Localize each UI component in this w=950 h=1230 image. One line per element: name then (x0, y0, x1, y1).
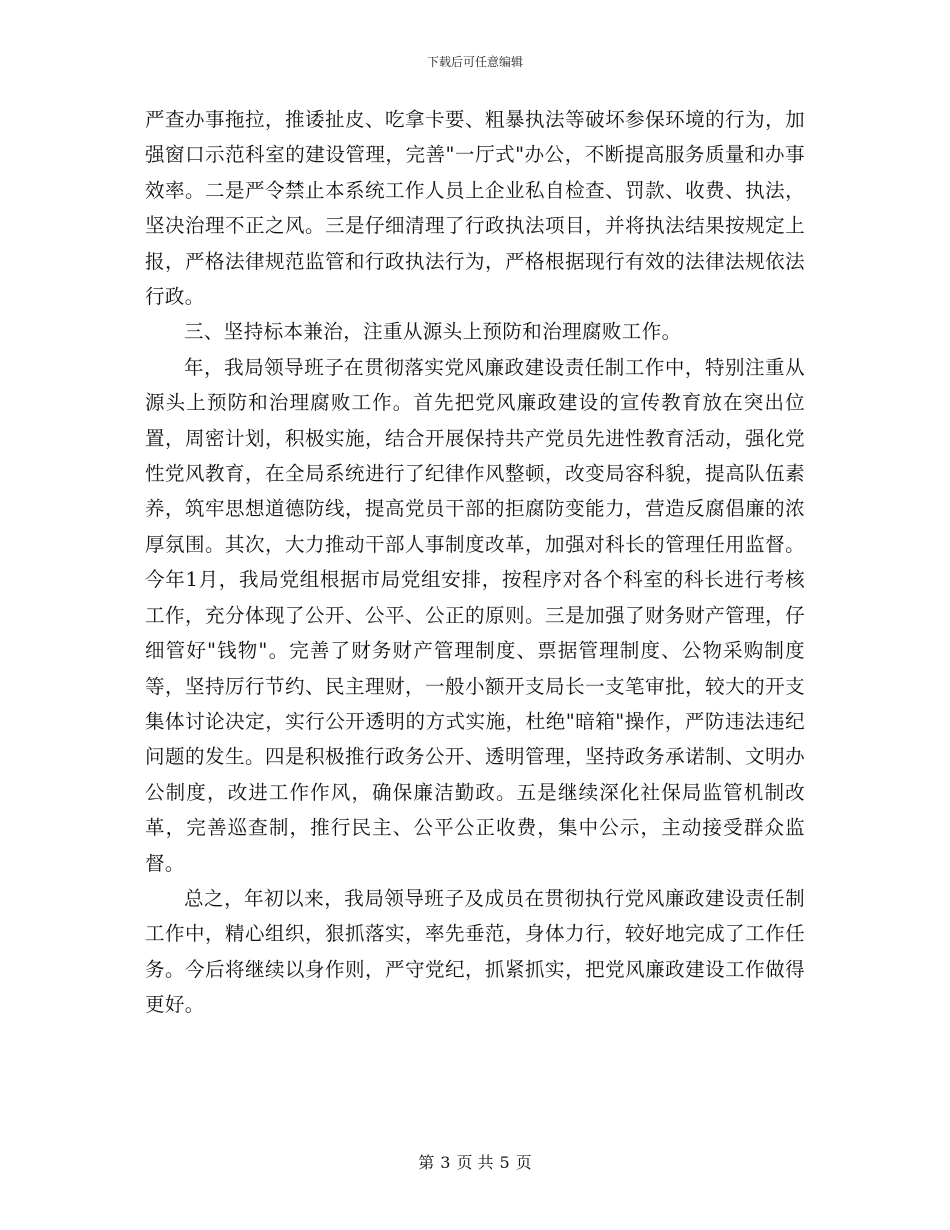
footer-prefix: 第 (418, 1153, 435, 1172)
paragraph-4-summary: 总之，年初以来，我局领导班子及成员在贯彻执行党风廉政建设责任制工作中，精心组织，狠抓落实，率先垂范，身体力行，较好地完成了工作任务。今后将继续以身作则，严守党纪，抓紧抓实，把党风廉政建设工作做得更好。 (145, 886, 805, 1017)
paragraph-3: 年，我局领导班子在贯彻落实党风廉政建设责任制工作中，特别注重从源头上预防和治理腐败工作。首先把党风廉政建设的宣传教育放在突出位置，周密计划，积极实施，结合开展保持共产党员先进性教育活动，强化党性党风教育，在全局系统进行了纪律作风整顿，改变局容科貌，提高队伍素养，筑牢思想道德防线，提高党员干部的拒腐防变能力，营造反腐倡廉的浓厚氛围。其次，大力推动干部人事制度改革，加强对科长的管理任用监督。今年1月，我局党组根据市局党组安排，按程序对各个科室的科长进行考核工作，充分体现了公开、公平、公正的原则。三是加强了财务财产管理，仔细管好"钱物"。完善了财务财产管理制度、票据管理制度、公物采购制度等，坚持厉行节约、民主理财，一般小额开支局长一支笔审批，较大的开支集体讨论决定，实行公开透明的方式实施，杜绝"暗箱"操作，严防违法违纪问题的发生。四是积极推行政务公开、透明管理，坚持政务承诺制、文明办公制度，改进工作作风，确保廉洁勤政。五是继续深化社保局监管机制改革，完善巡查制，推行民主、公平公正收费，集中公示，主动接受群众监督。 (145, 355, 805, 875)
page-header: 下载后可任意编辑 (426, 55, 523, 69)
paragraph-1: 严查办事拖拉，推诿扯皮、吃拿卡要、粗暴执法等破坏参保环境的行为，加强窗口示范科室的建设管理，完善"一厅式"办公，不断提高服务质量和办事效率。二是严令禁止本系统工作人员上企业私自检查、罚款、收费、执法，坚决治理不正之风。三是仔细清理了行政执法项目，并将执法结果按规定上报，严格法律规范监管和行政执法行为，严格根据现行有效的法律法规依法行政。 (145, 108, 805, 309)
document-body (145, 102, 805, 1023)
footer-current-page: 3 (440, 1153, 451, 1172)
paragraph-2-section-heading: 三、坚持标本兼治，注重从源头上预防和治理腐败工作。 (184, 320, 682, 344)
footer-total-pages: 5 (499, 1153, 510, 1172)
page-footer (0, 1152, 950, 1174)
footer-middle: 页 共 (456, 1153, 494, 1172)
footer-suffix: 页 (515, 1153, 532, 1172)
